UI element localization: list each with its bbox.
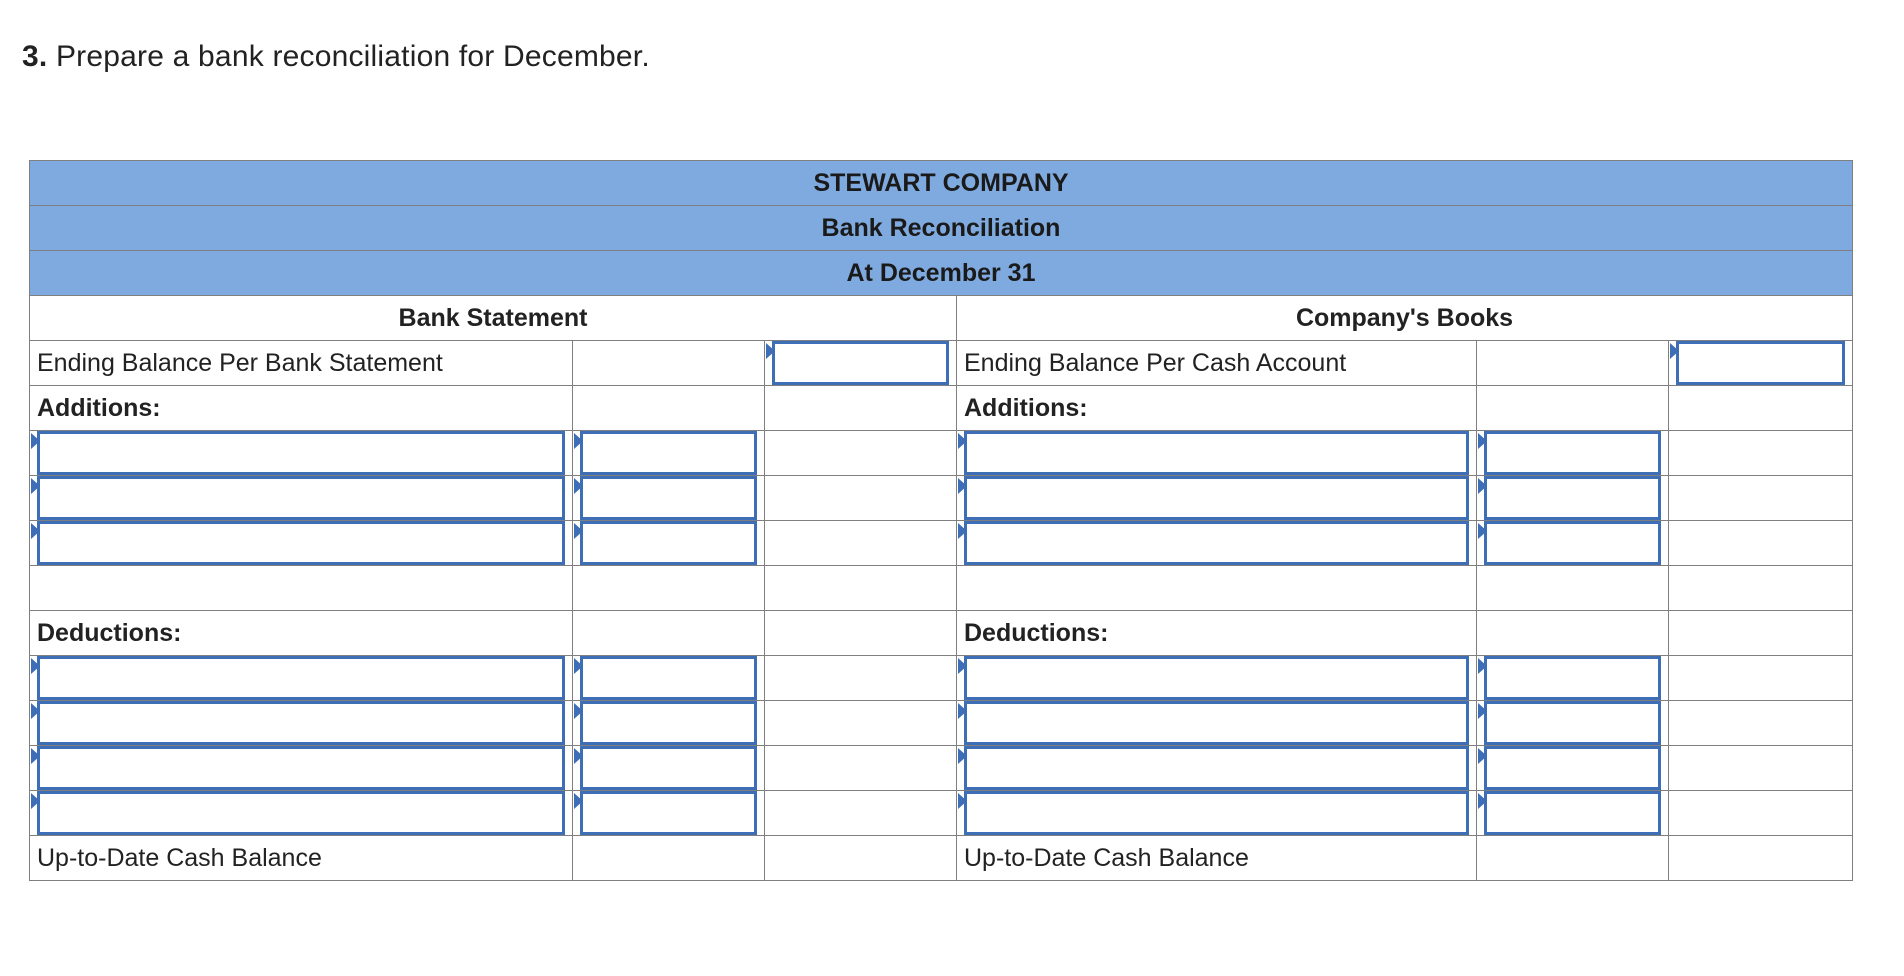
books-deduction-desc-cell	[957, 746, 1477, 791]
empty-cell	[573, 566, 765, 611]
books-addition-desc-cell	[957, 521, 1477, 566]
empty-cell	[1669, 611, 1853, 656]
bank-statement-heading: Bank Statement	[30, 296, 957, 341]
empty-cell	[1669, 701, 1853, 746]
books-deduction-amount-input[interactable]	[1484, 701, 1661, 745]
bank-additions-subtotal	[765, 566, 957, 611]
empty-cell	[1477, 341, 1669, 386]
empty-cell	[1669, 386, 1853, 431]
books-up-to-date-label: Up-to-Date Cash Balance	[957, 836, 1477, 881]
bank-deduction-amount-input[interactable]	[580, 746, 757, 790]
empty-cell	[765, 521, 957, 566]
question-prompt	[22, 40, 650, 74]
bank-addition-amount-input[interactable]	[580, 476, 757, 520]
bank-ending-balance-input[interactable]	[772, 341, 949, 385]
empty-cell	[765, 656, 957, 701]
empty-cell	[1477, 386, 1669, 431]
bank-ending-balance-cell	[765, 341, 957, 386]
bank-addition-desc-input[interactable]	[37, 476, 565, 520]
books-addition-desc-input[interactable]	[964, 431, 1469, 475]
bank-addition-desc-cell	[30, 521, 573, 566]
books-addition-desc-cell	[957, 476, 1477, 521]
empty-cell	[1477, 836, 1669, 881]
empty-cell	[573, 611, 765, 656]
bank-deduction-desc-cell	[30, 791, 573, 836]
books-addition-amount-cell	[1477, 431, 1669, 476]
bank-deduction-amount-cell	[573, 701, 765, 746]
empty-cell	[573, 341, 765, 386]
company-name: STEWART COMPANY	[30, 161, 1853, 206]
books-deduction-amount-input[interactable]	[1484, 656, 1661, 700]
empty-cell	[765, 746, 957, 791]
bank-deduction-amount-cell	[573, 791, 765, 836]
books-deductions-label: Deductions:	[957, 611, 1477, 656]
books-addition-amount-input[interactable]	[1484, 521, 1661, 565]
books-deduction-desc-cell	[957, 656, 1477, 701]
empty-cell	[765, 386, 957, 431]
empty-cell	[1669, 521, 1853, 566]
bank-deduction-desc-cell	[30, 656, 573, 701]
bank-addition-amount-cell	[573, 431, 765, 476]
bank-deductions-label: Deductions:	[30, 611, 573, 656]
bank-deduction-amount-cell	[573, 656, 765, 701]
bank-up-to-date-total	[765, 836, 957, 881]
statement-date: At December 31	[30, 251, 1853, 296]
books-deduction-amount-cell	[1477, 746, 1669, 791]
bank-addition-desc-cell	[30, 431, 573, 476]
bank-deduction-desc-input[interactable]	[37, 746, 565, 790]
books-additions-label: Additions:	[957, 386, 1477, 431]
books-deduction-desc-input[interactable]	[964, 701, 1469, 745]
books-addition-amount-cell	[1477, 521, 1669, 566]
books-addition-desc-input[interactable]	[964, 521, 1469, 565]
question-number: 3.	[22, 40, 48, 73]
empty-cell	[573, 386, 765, 431]
books-deduction-amount-input[interactable]	[1484, 746, 1661, 790]
bank-deduction-desc-input[interactable]	[37, 791, 565, 835]
books-additions-subtotal	[1669, 566, 1853, 611]
books-addition-amount-input[interactable]	[1484, 431, 1661, 475]
empty-cell	[1669, 431, 1853, 476]
bank-up-to-date-label: Up-to-Date Cash Balance	[30, 836, 573, 881]
bank-reconciliation-table	[29, 160, 1853, 881]
empty-cell	[765, 431, 957, 476]
question-text: Prepare a bank reconciliation for December.	[55, 40, 650, 73]
company-books-heading: Company's Books	[957, 296, 1853, 341]
bank-ending-balance-label: Ending Balance Per Bank Statement	[30, 341, 573, 386]
bank-additions-label: Additions:	[30, 386, 573, 431]
empty-cell	[1477, 611, 1669, 656]
books-ending-balance-label: Ending Balance Per Cash Account	[957, 341, 1477, 386]
empty-cell	[573, 836, 765, 881]
bank-addition-desc-input[interactable]	[37, 521, 565, 565]
statement-title: Bank Reconciliation	[30, 206, 1853, 251]
bank-deduction-desc-cell	[30, 701, 573, 746]
bank-addition-amount-cell	[573, 521, 765, 566]
books-deduction-amount-cell	[1477, 701, 1669, 746]
books-addition-amount-input[interactable]	[1484, 476, 1661, 520]
empty-cell	[765, 701, 957, 746]
books-up-to-date-total	[1669, 836, 1853, 881]
bank-addition-desc-input[interactable]	[37, 431, 565, 475]
books-addition-desc-input[interactable]	[964, 476, 1469, 520]
empty-cell	[1477, 566, 1669, 611]
books-deduction-amount-cell	[1477, 656, 1669, 701]
bank-deduction-amount-cell	[573, 746, 765, 791]
books-addition-amount-cell	[1477, 476, 1669, 521]
empty-cell	[1669, 746, 1853, 791]
books-addition-desc-cell	[957, 431, 1477, 476]
bank-deduction-amount-input[interactable]	[580, 791, 757, 835]
bank-deduction-amount-input[interactable]	[580, 701, 757, 745]
empty-cell	[765, 791, 957, 836]
empty-cell	[957, 566, 1477, 611]
books-deduction-amount-input[interactable]	[1484, 791, 1661, 835]
empty-cell	[1669, 656, 1853, 701]
empty-cell	[765, 476, 957, 521]
bank-addition-amount-input[interactable]	[580, 431, 757, 475]
bank-addition-desc-cell	[30, 476, 573, 521]
books-deduction-desc-cell	[957, 791, 1477, 836]
books-deduction-desc-input[interactable]	[964, 656, 1469, 700]
books-ending-balance-input[interactable]	[1676, 341, 1845, 385]
bank-deduction-amount-input[interactable]	[580, 656, 757, 700]
bank-addition-amount-cell	[573, 476, 765, 521]
books-deduction-desc-input[interactable]	[964, 791, 1469, 835]
bank-addition-amount-input[interactable]	[580, 521, 757, 565]
bank-deduction-desc-cell	[30, 746, 573, 791]
empty-cell	[1669, 476, 1853, 521]
bank-deduction-desc-input[interactable]	[37, 701, 565, 745]
books-ending-balance-cell	[1669, 341, 1853, 386]
empty-cell	[1669, 791, 1853, 836]
books-deduction-desc-cell	[957, 701, 1477, 746]
books-deduction-desc-input[interactable]	[964, 746, 1469, 790]
empty-cell	[765, 611, 957, 656]
books-deduction-amount-cell	[1477, 791, 1669, 836]
bank-deduction-desc-input[interactable]	[37, 656, 565, 700]
empty-cell	[30, 566, 573, 611]
